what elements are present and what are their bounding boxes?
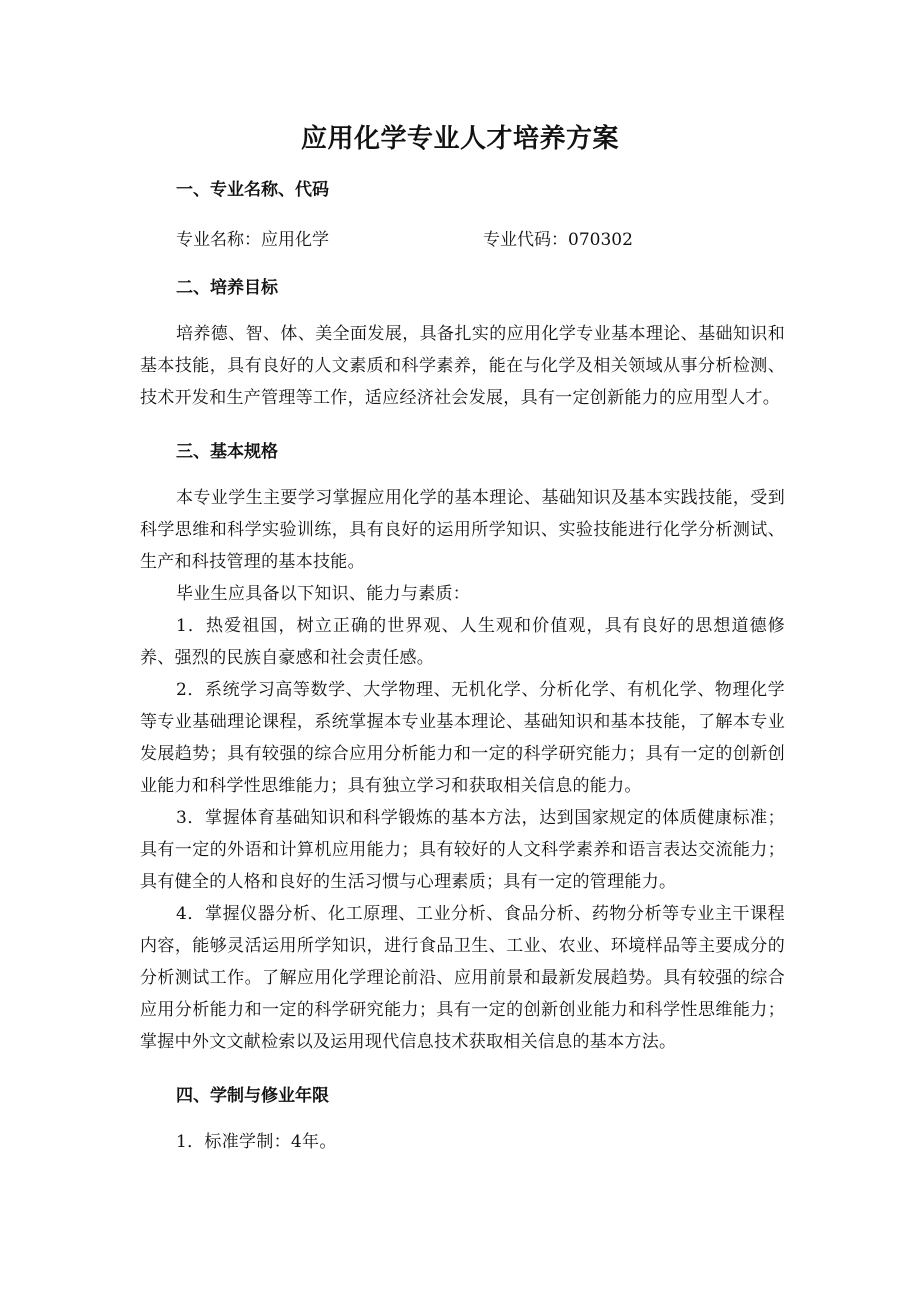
- spec-item: 1．热爱祖国，树立正确的世界观、人生观和价值观，具有良好的思想道德修养、强烈的民族自豪感和社会责任感。: [140, 616, 785, 668]
- document-title: 应用化学专业人才培养方案: [300, 124, 619, 154]
- training-goal-paragraph: 培养德、智、体、美全面发展，具备扎实的应用化学专业基本理论、基础知识和基本技能，具有良好的人文素质和科学素养，能在与化学及相关领域从事分析检测、技术开发和生产管理等工作，适应经济社会发展，具有一定创新能力的应用型人才。: [140, 324, 785, 408]
- spec-item: 2．系统学习高等数学、大学物理、无机化学、分析化学、有机化学、物理化学等专业基础理论课程，系统掌握本专业基本理论、基础知识和基本技能，了解本专业发展趋势；具有较强的综合应用分析能力和一定的科学研究能力；具有一定的创新创业能力和科学性思维能力；具有独立学习和获取相关信息的能力。: [140, 680, 785, 796]
- major-name: 专业名称：应用化学: [176, 230, 329, 250]
- section-heading-training-goal: 二、培养目标: [176, 278, 278, 298]
- section-heading-basic-specs: 三、基本规格: [176, 442, 278, 462]
- major-code: 专业代码：070302: [483, 230, 633, 250]
- basic-specs-lead: 毕业生应具备以下知识、能力与素质：: [176, 584, 471, 604]
- duration-item: 1．标准学制：4年。: [176, 1132, 337, 1152]
- major-info-row: [140, 224, 785, 256]
- basic-specs-intro: 本专业学生主要学习掌握应用化学的基本理论、基础知识及基本实践技能，受到科学思维和科学实验训练，具有良好的运用所学知识、实验技能进行化学分析测试、生产和科技管理的基本技能。: [140, 488, 785, 572]
- section-heading-duration: 四、学制与修业年限: [176, 1086, 329, 1106]
- spec-item: 3．掌握体育基础知识和科学锻炼的基本方法，达到国家规定的体质健康标准；具有一定的外语和计算机应用能力；具有较好的人文科学素养和语言表达交流能力；具有健全的人格和良好的生活习惯与心理素质；具有一定的管理能力。: [140, 808, 785, 892]
- document-body: [140, 174, 785, 1158]
- section-heading-major-name-code: 一、专业名称、代码: [176, 180, 329, 200]
- spec-item: 4．掌握仪器分析、化工原理、工业分析、食品分析、药物分析等专业主干课程内容，能够灵活运用所学知识，进行食品卫生、工业、农业、环境样品等主要成分的分析测试工作。了解应用化学理论前沿、应用前景和最新发展趋势。具有较强的综合应用分析能力和一定的科学研究能力；具有一定的创新创业能力和科学性思维能力；掌握中外文文献检索以及运用现代信息技术获取相关信息的基本方法。: [140, 904, 785, 1052]
